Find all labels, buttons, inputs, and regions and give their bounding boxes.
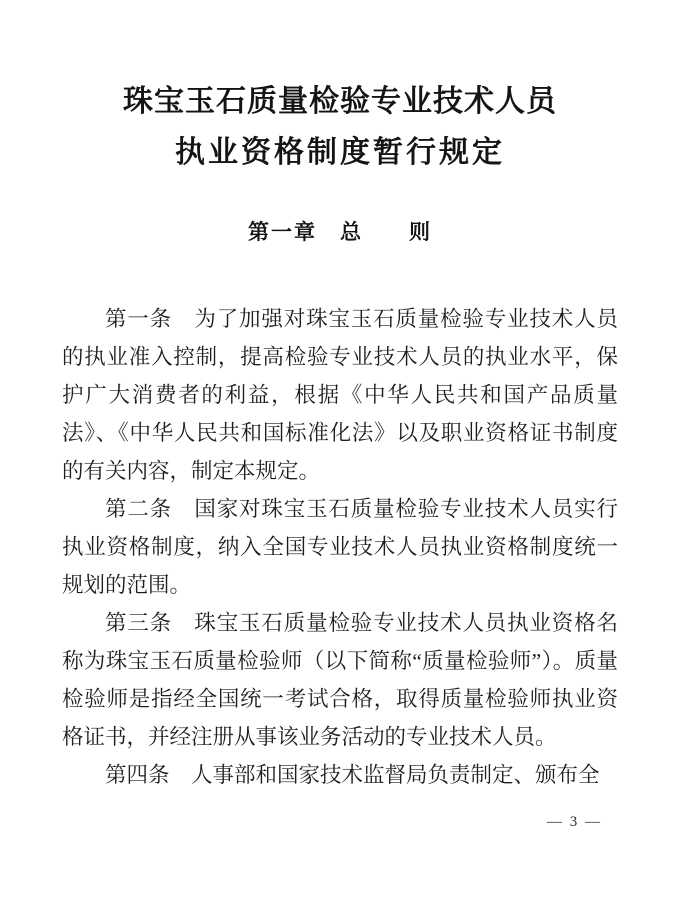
article-1-paragraph: 第一条 为了加强对珠宝玉石质量检验专业技术人员的执业准入控制，提高检验专业技术人员的执业水平，保护广大消费者的利益，根据《中华人民共和国产品质量法》、《中华人民共和国标准化法》以及职业资格证书制度的有关内容，制定本规定。 [62,307,618,483]
document-body [62,300,618,794]
article-3-paragraph: 第三条 珠宝玉石质量检验专业技术人员执业资格名称为珠宝玉石质量检验师（以下简称“质量检验师”）。质量检验师是指经全国统一考试合格，取得质量检验师执业资格证书，并经注册从事该业务活动的专业技术人员。 [62,611,618,749]
article-2-paragraph: 第二条 国家对珠宝玉石质量检验专业技术人员实行执业资格制度，纳入全国专业技术人员执业资格制度统一规划的范围。 [62,497,618,597]
page-number: — 3 — [547,814,602,830]
chapter-heading: 第一章 总 则 [248,221,432,244]
document-title [62,76,618,178]
title-line-2: 执业资格制度暂行规定 [175,136,505,169]
article-4-paragraph: 第四条 人事部和国家技术监督局负责制定、颁布全 [105,763,600,787]
title-line-1: 珠宝玉石质量检验专业技术人员 [123,85,557,118]
